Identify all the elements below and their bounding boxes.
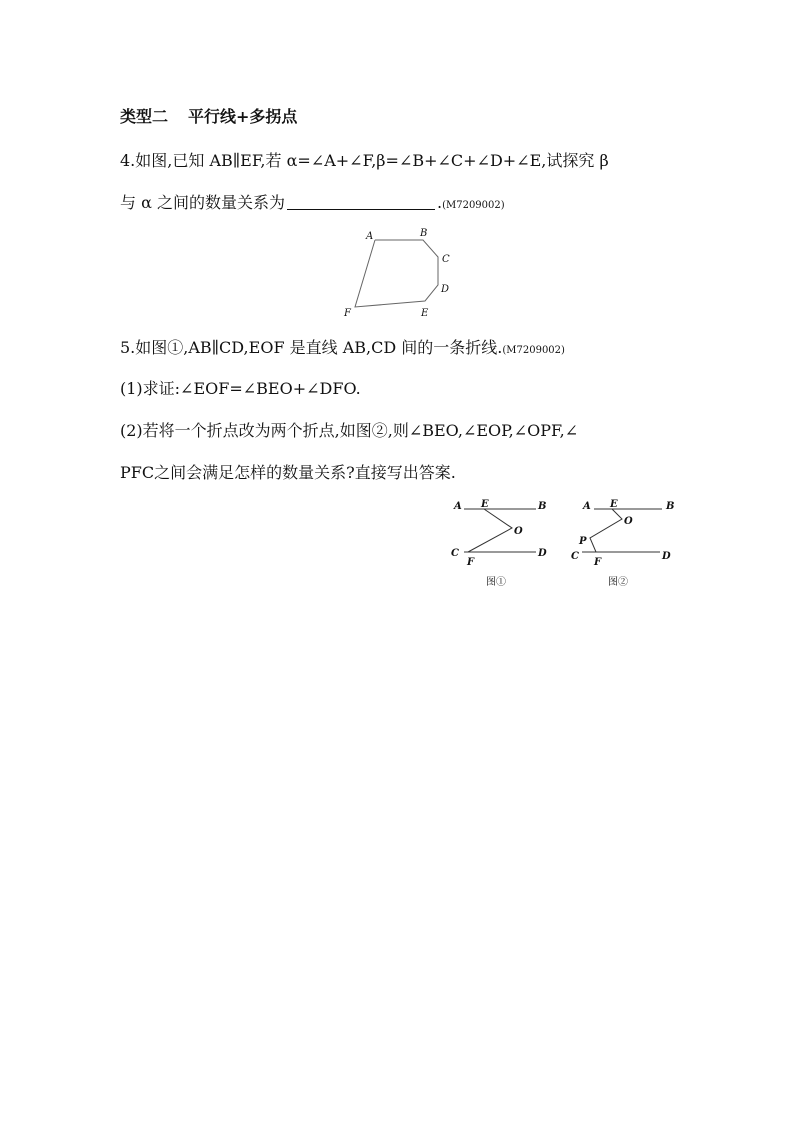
fig2-caption: 图②	[608, 577, 628, 588]
fig1-label-d: D	[538, 548, 547, 559]
answer-blank[interactable]	[287, 195, 435, 210]
q4-label-b: B	[420, 228, 428, 239]
q5-figure-2	[568, 496, 678, 590]
fig2-label-p: P	[579, 536, 587, 547]
fig2-label-c: C	[571, 551, 579, 562]
fig2-label-o: O	[624, 516, 633, 527]
q4-label-e: E	[421, 308, 429, 319]
fig1-zigzag	[468, 509, 512, 552]
fig2-label-d: D	[662, 551, 671, 562]
fig2-label-e: E	[610, 499, 618, 510]
q4-label-f: F	[344, 308, 351, 319]
fig2-label-a: A	[583, 501, 591, 512]
q4-polygon	[355, 240, 438, 307]
q4-label-a: A	[366, 231, 374, 242]
q5-code: (M7209002)	[502, 345, 565, 356]
q5-part1: (1)求证:∠EOF=∠BEO+∠DFO.	[120, 379, 361, 398]
fig1-caption: 图①	[486, 577, 506, 588]
section-label: 类型二	[120, 107, 169, 126]
q4-line2	[120, 193, 505, 216]
q4-line1: 4.如图,已知 AB∥EF,若 α=∠A+∠F,β=∠B+∠C+∠D+∠E,试探究 β	[120, 151, 609, 170]
q5-line1-text: 5.如图①,AB∥CD,EOF 是直线 AB,CD 间的一条折线.	[120, 338, 503, 357]
q4-period: .	[436, 193, 443, 212]
q5-part2-line2: PFC之间会满足怎样的数量关系?直接写出答案.	[120, 463, 456, 482]
q5-line1	[120, 338, 565, 361]
fig2-zigzag	[590, 509, 622, 552]
fig1-label-o: O	[514, 526, 523, 537]
fig1-label-e: E	[481, 499, 489, 510]
q4-code: (M7209002)	[442, 200, 505, 211]
section-heading	[120, 107, 297, 127]
fig1-label-b: B	[538, 501, 547, 512]
q5-part2-line1: (2)若将一个折点改为两个折点,如图②,则∠BEO,∠EOP,∠OPF,∠	[120, 421, 579, 440]
fig1-label-c: C	[451, 548, 459, 559]
q4-figure	[335, 224, 465, 324]
q4-label-d: D	[441, 284, 450, 295]
fig2-label-f: F	[594, 557, 602, 568]
q4-label-c: C	[442, 254, 450, 265]
fig1-label-a: A	[454, 501, 462, 512]
q5-figure-1	[448, 496, 558, 590]
q4-line2-text: 与 α 之间的数量关系为	[120, 193, 285, 212]
fig1-label-f: F	[467, 557, 475, 568]
fig2-label-b: B	[666, 501, 675, 512]
section-title: 平行线+多拐点	[188, 107, 298, 126]
